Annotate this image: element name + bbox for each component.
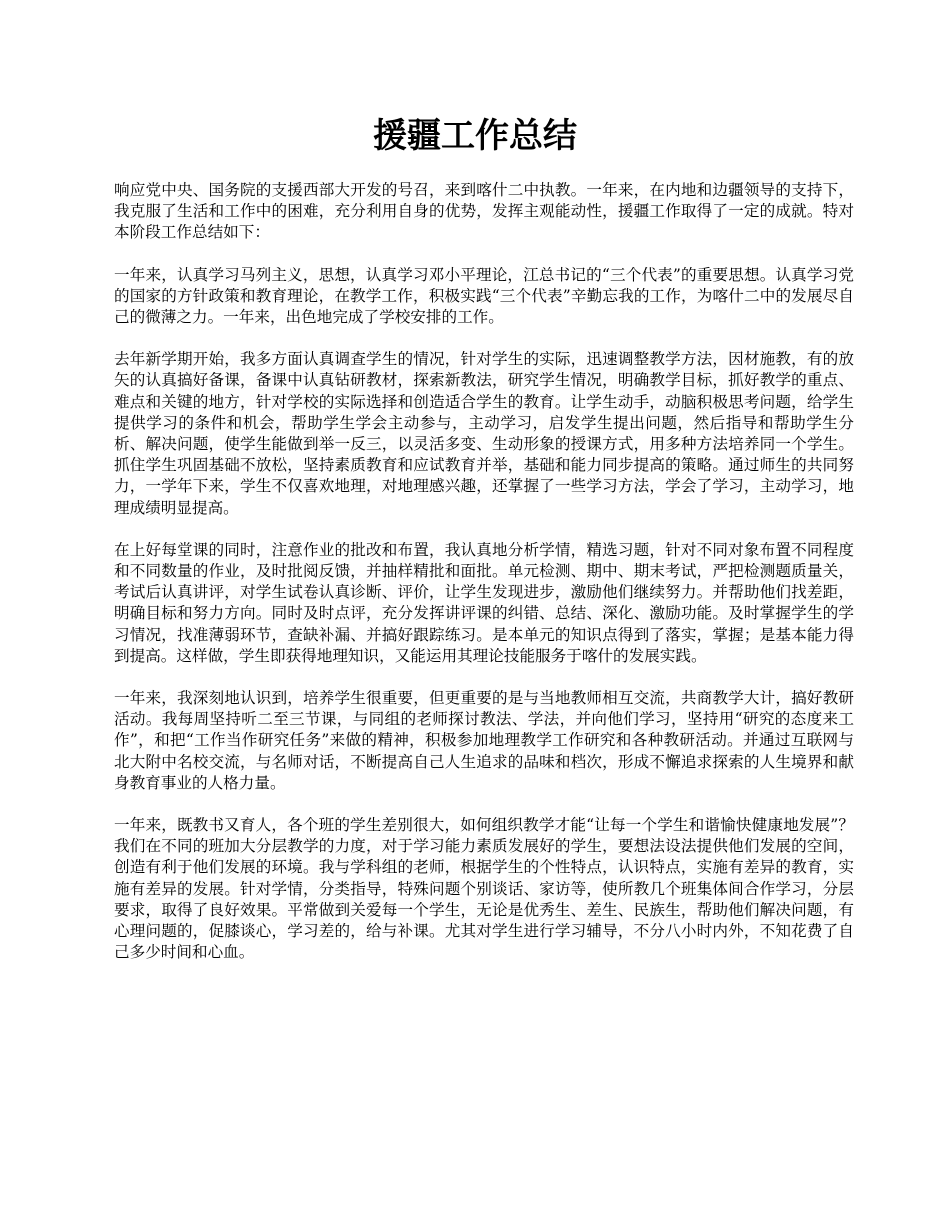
paragraph-education: 一年来，既教书又育人，各个班的学生差别很大，如何组织教学才能“让每一个学生和谐愉快健康地发展”？我们在不同的班加大分层教学的力度，对于学习能力素质发展好的学生，要想法设法提供他们发展的空间，创造有利于他们发展的环境。我与学科组的老师，根据学生的个性特点，认识特点，实施有差异的教育，实施有差异的发展。针对学情，分类指导，特殊问题个别谈话、家访等，使所教几个班集体间合作学习，分层要求，取得了良好效果。平常做到关爱每一个学生，无论是优秀生、差生、民族生，帮助他们解决问题，有心理问题的，促膝谈心，学习差的，给与补课。尤其对学生进行学习辅导，不分八小时内外，不知花费了自己多少时间和心血。: [114, 816, 854, 962]
paragraph-intro: 响应党中央、国务院的支援西部大开发的号召，来到喀什二中执教。一年来，在内地和边疆领导的支持下，我克服了生活和工作中的困难，充分利用自身的优势，发挥主观能动性，援疆工作取得了一定的成就。特对本阶段工作总结如下：: [114, 181, 854, 242]
paragraph-homework: 在上好每堂课的同时，注意作业的批改和布置，我认真地分析学情，精选习题，针对不同对象布置不同程度和不同数量的作业，及时批阅反馈，并抽样精批和面批。单元检测、期中、期末考试，严把检测题质量关，考试后认真讲评，对学生试卷认真诊断、评价，让学生发现进步，激励他们继续努力。并帮助他们找差距，明确目标和努力方向。同时及时点评，充分发挥讲评课的纠错、总结、深化、激励功能。及时掌握学生的学习情况，找准薄弱环节，查缺补漏、并搞好跟踪练习。是本单元的知识点得到了落实，掌握；是基本能力得到提高。这样做，学生即获得地理知识，又能运用其理论技能服务于喀什的发展实践。: [114, 540, 854, 665]
document-title: 援疆工作总结: [373, 116, 577, 156]
paragraph-study: 一年来，认真学习马列主义，思想，认真学习邓小平理论，江总书记的“三个代表”的重要思想。认真学习党的国家的方针政策和教育理论，在教学工作，积极实践“三个代表”辛勤忘我的工作，为喀什二中的发展尽自己的微薄之力。一年来，出色地完成了学校安排的工作。: [114, 265, 854, 327]
paragraph-teaching: 去年新学期开始，我多方面认真调查学生的情况，针对学生的实际，迅速调整教学方法，因材施教，有的放矢的认真搞好备课，备课中认真钻研教材，探索新教法，研究学生情况，明确教学目标，抓好教学的重点、难点和关键的地方，针对学校的实际选择和创造适合学生的教育。让学生动手，动脑积极思考问题，给学生提供学习的条件和机会，帮助学生学会主动参与，主动学习，启发学生提出问题，然后指导和帮助学生分析、解决问题，使学生能做到举一反三，以灵活多变、生动形象的授课方式，用多种方法培养同一个学生。抓住学生巩固基础不放松，坚持素质教育和应试教育并举，基础和能力同步提高的策略。通过师生的共同努力，一学年下来，学生不仅喜欢地理，对地理感兴趣，还掌握了一些学习方法，学会了学习，主动学习，地理成绩明显提高。: [114, 350, 854, 517]
paragraph-research: 一年来，我深刻地认识到，培养学生很重要，但更重要的是与当地教师相互交流，共商教学大计，搞好教研活动。我每周坚持听二至三节课，与同组的老师探讨教法、学法，并向他们学习，坚持用“研究的态度来工作”，和把“工作当作研究任务”来做的精神，积极参加地理教学工作研究和各种教研活动。并通过互联网与北大附中名校交流，与名师对话，不断提高自己人生追求的品味和档次，形成不懈追求探索的人生境界和献身教育事业的人格力量。: [114, 689, 854, 792]
document-body: [114, 180, 854, 985]
